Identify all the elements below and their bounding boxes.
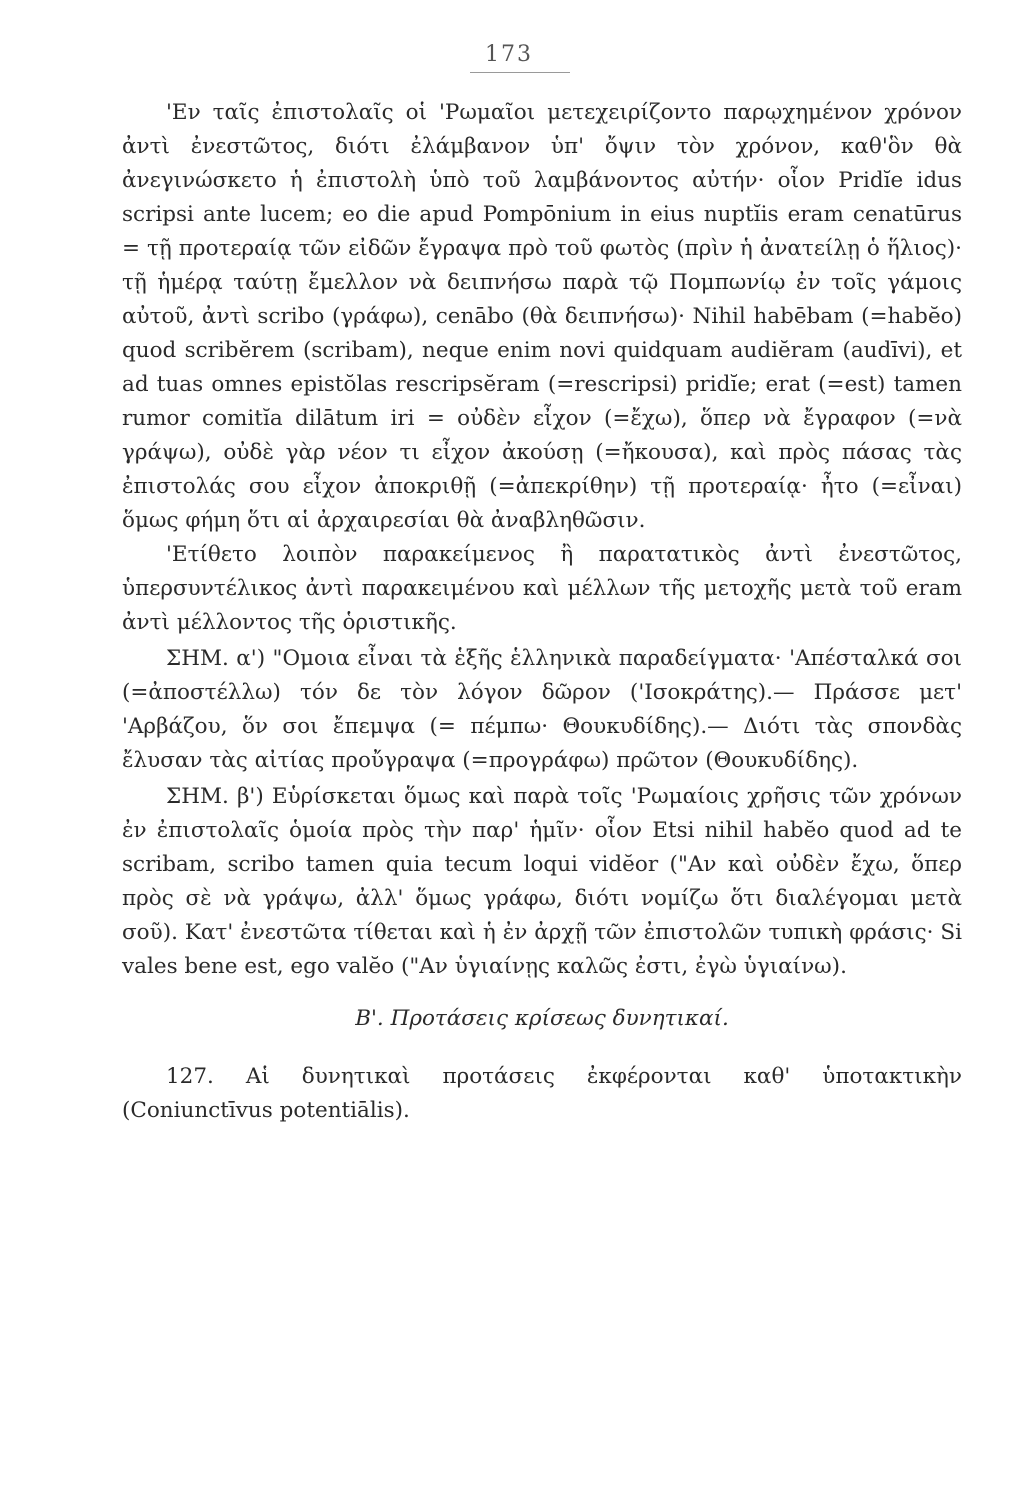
header-rule (470, 72, 570, 73)
paragraph-epistolary-tenses: 'Εν ταῖς ἐπιστολαῖς οἱ 'Ρωμαῖοι μετεχειρίζοντο παρῳχημένον χρόνον ἀντὶ ἐνεστῶτος, διότι ἐλάμβανον ὑπ' ὄψιν τὸν χρόνον, καθ'ὃν θὰ ἀνεγινώσκετο ἡ ἐπιστολὴ ὑπὸ τοῦ λαμβάνοντος αὐτήν· οἷον Pridĭe idus scripsi ante lucem; eo die apud Pompōnium in eius nuptĭis eram cenatūrus = τῇ προτεραίᾳ τῶν εἰδῶν ἔγραψα πρὸ τοῦ φωτὸς (πρὶν ἡ ἀνατείλῃ ὁ ἥλιος)· τῇ ἡμέρᾳ ταύτῃ ἔμελλον νὰ δειπνήσω παρὰ τῷ Πομπωνίῳ ἐν τοῖς γάμοις αὐτοῦ, ἀντὶ scribo (γράφω), cenābo (θὰ δειπνήσω)· Nihil habēbam (=habĕo) quod scribĕrem (scribam), neque enim novi quidquam audiĕram (audīvi), et ad tuas omnes epistŏlas rescripsĕram (=rescripsi) pridĭe; erat (=est) tamen rumor comitĭa dilātum iri = οὐδὲν εἶχον (=ἔχω), ὅπερ νὰ ἔγραφον (=νὰ γράψω), οὐδὲ γὰρ νέον τι εἶχον ἀκούσῃ (=ἤκουσα), καὶ πρὸς πάσας τὰς ἐπιστολάς σου εἶχον ἀποκριθῇ (=ἀπεκρίθην) τῇ προτεραίᾳ· ἦτο (=εἶναι) ὅμως φήμη ὅτι αἱ ἀρχαιρεσίαι θὰ ἀναβληθῶσιν. (122, 100, 962, 533)
page-number: 173 (485, 42, 533, 67)
body-text (122, 96, 962, 1128)
section-heading: Β'. Προτάσεις κρίσεως δυνητικαί. (355, 1006, 729, 1031)
note-beta: ΣΗΜ. β') Εὑρίσκεται ὅμως καὶ παρὰ τοῖς 'Ρωμαίοις χρῆσις τῶν χρόνων ἐν ἐπιστολαῖς ὁμοία πρὸς τὴν παρ' ἡμῖν· οἷον Etsi nihil habĕo quod ad te scribam, scribo tamen quia tecum loqui vidĕor ("Αν καὶ οὐδὲν ἔχω, ὅπερ πρὸς σὲ νὰ γράψω, ἀλλ' ὅμως γράφω, διότι νομίζω ὅτι διαλέγομαι μετὰ σοῦ). Κατ' ἐνεστῶτα τίθεται καὶ ἡ ἐν ἀρχῇ τῶν ἐπιστολῶν τυπικὴ φράσις· Si vales bene est, ego valĕo ("Αν ὑγιαίνῃς καλῶς ἐστι, ἐγὼ ὑγιαίνω). (122, 784, 962, 979)
paragraph-summary: 'Ετίθετο λοιπὸν παρακείμενος ἢ παρατατικὸς ἀντὶ ἐνεστῶτος, ὑπερσυντέλικος ἀντὶ παρακειμένου καὶ μέλλων τῆς μετοχῆς μετὰ τοῦ eram ἀντὶ μέλλοντος τῆς ὁριστικῆς. (122, 542, 962, 635)
note-alpha: ΣΗΜ. α') "Ομοια εἶναι τὰ ἑξῆς ἑλληνικὰ παραδείγματα· 'Απέσταλκά σοι (=ἀποστέλλω) τόν δε τὸν λόγον δῶρον ('Ισοκράτης).— Πράσσε μετ' 'Αρβάζου, ὅν σοι ἔπεμψα (= πέμπω· Θουκυδίδης).— Διότι τὰς σπονδὰς ἔλυσαν τὰς αἰτίας προὔγραψα (=προγράφω) πρῶτον (Θουκυδίδης). (122, 646, 962, 773)
paragraph-127: 127. Αἱ δυνητικαὶ προτάσεις ἐκφέρονται καθ' ὑποτακτικὴν (Coniunctīvus potentiālis). (122, 1064, 962, 1123)
